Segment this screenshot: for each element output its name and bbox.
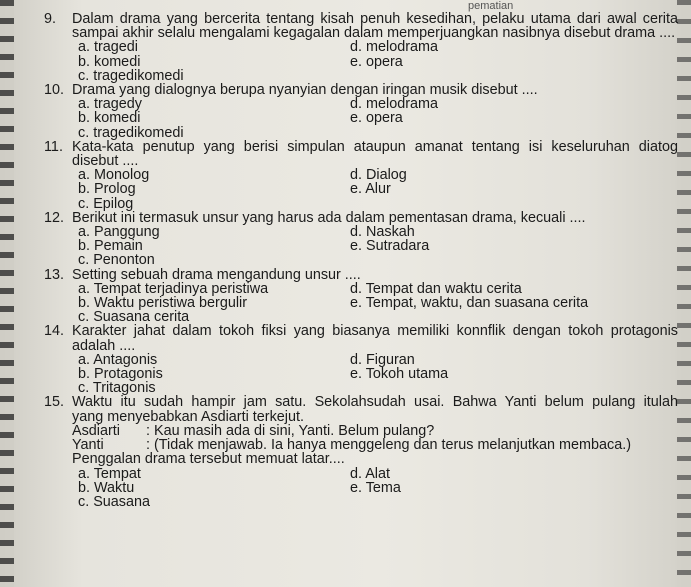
option-c[interactable]: c. Penonton bbox=[78, 252, 155, 269]
options bbox=[72, 353, 678, 396]
question-9 bbox=[44, 11, 678, 84]
option-empty bbox=[350, 253, 678, 267]
question-list bbox=[44, 11, 678, 510]
dialog-speaker: Asdiarti bbox=[72, 422, 120, 439]
option-c[interactable]: c. tragedikomedi bbox=[78, 67, 184, 84]
option-empty bbox=[350, 310, 678, 324]
question-11 bbox=[44, 138, 678, 212]
option-d[interactable]: d. Tempat dan waktu cerita bbox=[350, 280, 522, 297]
question-number: 9. bbox=[44, 11, 57, 27]
dialog-line bbox=[72, 424, 678, 438]
option-c[interactable]: c. Suasana bbox=[78, 493, 151, 510]
question-stem: Kata-kata penutup yang berisi simpulan ataupun amanat tentang isi keseluruhan diatog bbox=[72, 138, 678, 155]
option-a[interactable]: a. Antagonis bbox=[78, 351, 158, 368]
option-empty bbox=[350, 381, 678, 395]
question-14 bbox=[44, 323, 678, 397]
question-number: 15. bbox=[44, 394, 65, 411]
option-a[interactable]: a. Tempat terjadinya peristiwa bbox=[78, 280, 269, 297]
options bbox=[72, 225, 678, 268]
question-number: 13. bbox=[44, 266, 65, 283]
question-stem: yang menyebabkan Asdiarti terkejut. bbox=[72, 408, 304, 425]
options bbox=[72, 40, 678, 83]
option-e[interactable]: e. Tema bbox=[350, 479, 401, 496]
option-c[interactable]: c. Suasana cerita bbox=[78, 309, 190, 326]
options bbox=[72, 168, 678, 211]
binding-edge-right bbox=[677, 0, 691, 587]
option-b[interactable]: b. Waktu bbox=[78, 479, 135, 496]
dialog-line bbox=[72, 438, 678, 452]
option-empty bbox=[350, 495, 678, 509]
question-stem: disebut .... bbox=[72, 153, 139, 170]
question-number: 12. bbox=[44, 209, 65, 226]
option-d[interactable]: d. Alat bbox=[350, 465, 391, 482]
question-stem: Berikut ini termasuk unsur yang harus ada dalam pementasan drama, kecuali .... bbox=[72, 209, 586, 226]
option-empty bbox=[350, 69, 678, 83]
question-stem: adalah .... bbox=[72, 337, 136, 354]
option-a[interactable]: a. tragedy bbox=[78, 96, 142, 113]
question-stem: Dalam drama yang bercerita tentang kisah penuh kesedihan, pelaku utama dari awal cerita bbox=[72, 11, 678, 27]
option-c[interactable]: c. Tritagonis bbox=[78, 380, 156, 397]
option-b[interactable]: b. Prolog bbox=[78, 181, 136, 198]
option-a[interactable]: a. Monolog bbox=[78, 167, 150, 184]
dialog-text: : Kau masih ada di sini, Yanti. Belum pulang? bbox=[146, 422, 435, 439]
option-b[interactable]: b. Waktu peristiwa bergulir bbox=[78, 295, 248, 312]
option-b[interactable]: b. komedi bbox=[78, 110, 141, 127]
question-stem: Karakter jahat dalam tokoh fiksi yang biasanya memiliki konnflik dengan tokoh protagonis bbox=[72, 323, 678, 340]
option-e[interactable]: e. opera bbox=[350, 53, 403, 70]
option-d[interactable]: d. Dialog bbox=[350, 167, 407, 184]
dialog-speaker: Yanti bbox=[72, 437, 104, 454]
question-stem: Waktu itu sudah hampir jam satu. Sekolahsudah usai. Bahwa Yanti belum pulang itulah bbox=[72, 394, 678, 411]
option-b[interactable]: b. Pemain bbox=[78, 238, 143, 255]
option-d[interactable]: d. melodrama bbox=[350, 39, 438, 56]
option-empty bbox=[350, 126, 678, 140]
option-a[interactable]: a. Tempat bbox=[78, 465, 141, 482]
option-e[interactable]: e. Sutradara bbox=[350, 238, 430, 255]
question-number: 10. bbox=[44, 82, 65, 99]
dialog-text: : (Tidak menjawab. Ia hanya menggeleng dan terus melanjutkan membaca.) bbox=[146, 437, 632, 454]
question-number: 14. bbox=[44, 323, 65, 340]
option-d[interactable]: d. Figuran bbox=[350, 351, 415, 368]
options bbox=[72, 97, 678, 140]
option-b[interactable]: b. Protagonis bbox=[78, 366, 163, 383]
option-e[interactable]: e. Tempat, waktu, dan suasana cerita bbox=[350, 295, 589, 312]
question-10 bbox=[44, 82, 678, 141]
option-e[interactable]: e. opera bbox=[350, 110, 403, 127]
option-c[interactable]: c. Epilog bbox=[78, 195, 134, 212]
question-13 bbox=[44, 266, 678, 326]
option-b[interactable]: b. komedi bbox=[78, 53, 141, 70]
option-e[interactable]: e. Alur bbox=[350, 181, 391, 198]
header-fragment: pematian bbox=[468, 0, 514, 12]
question-stem: sampai akhir selalu mengalami kegagalan dalam memperjuangkan nasibnya disebut drama .... bbox=[72, 25, 676, 42]
options bbox=[72, 467, 678, 510]
question-stem: Setting sebuah drama mengandung unsur .... bbox=[72, 266, 361, 283]
option-d[interactable]: d. Naskah bbox=[350, 224, 415, 241]
option-a[interactable]: a. tragedi bbox=[78, 39, 139, 56]
question-stem: Drama yang dialognya berupa nyanyian dengan iringan musik disebut .... bbox=[72, 82, 538, 99]
option-a[interactable]: a. Panggung bbox=[78, 224, 160, 241]
option-e[interactable]: e. Tokoh utama bbox=[350, 366, 449, 383]
options bbox=[72, 282, 678, 325]
question-number: 11. bbox=[44, 138, 63, 155]
question-15 bbox=[44, 394, 678, 510]
option-c[interactable]: c. tragedikomedi bbox=[78, 124, 184, 141]
option-empty bbox=[350, 197, 678, 211]
binding-edge-left bbox=[0, 0, 14, 587]
question-12 bbox=[44, 209, 678, 269]
question-prompt: Penggalan drama tersebut memuat latar.... bbox=[72, 451, 345, 468]
option-d[interactable]: d. melodrama bbox=[350, 96, 438, 113]
